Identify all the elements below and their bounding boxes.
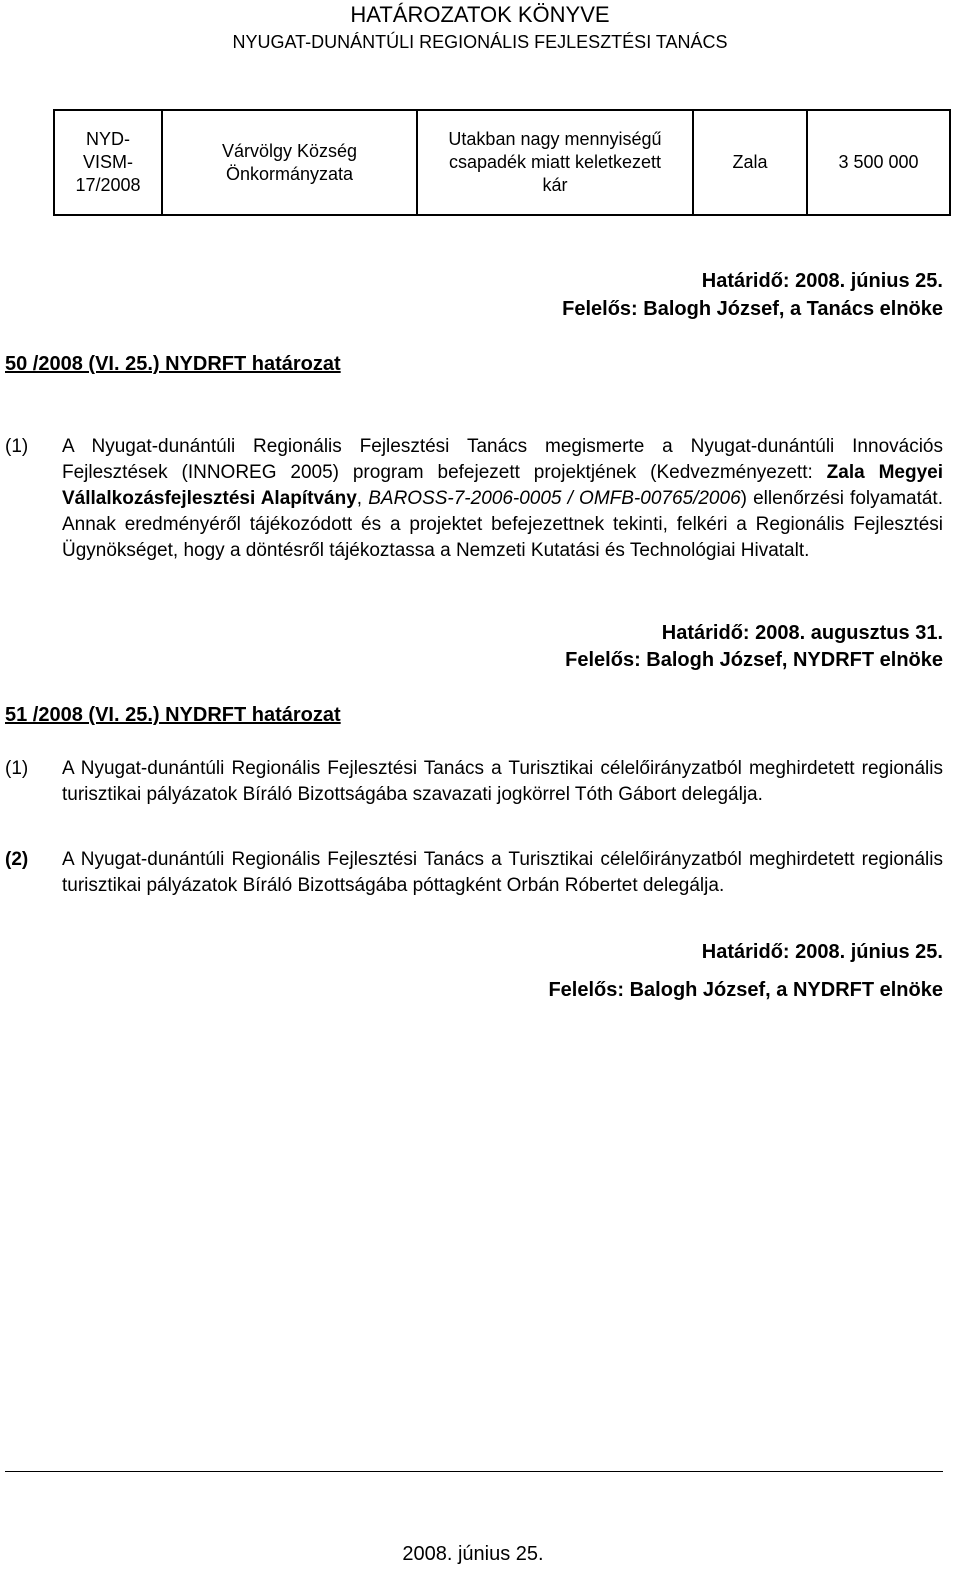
item-number: (2) xyxy=(5,849,29,870)
purpose-line: Utakban nagy mennyiségű xyxy=(448,129,662,149)
paragraph-text: ) ellenőrzési folyamatát. Annak eredményéről tájékozódott és a projektet befejezettnek tekinti, felkéri a Regionális Fejlesztési Ügynökséget, hogy a döntésről tájékoztassa a Nemzeti Kutatási és Technológiai Hivatalt. xyxy=(62,488,943,561)
resolution-heading: 50 /2008 (VI. 25.) NYDRFT határozat xyxy=(5,353,341,375)
purpose-line: kár xyxy=(542,175,568,195)
resolution-paragraph xyxy=(62,434,943,564)
grant-id-cell xyxy=(54,110,162,215)
purpose-cell xyxy=(417,110,693,215)
responsible-text: Felelős: Balogh József, a Tanács elnöke xyxy=(562,298,943,320)
applicant-cell xyxy=(162,110,417,215)
grant-table xyxy=(53,109,951,216)
council-name: NYUGAT-DUNÁNTÚLI REGIONÁLIS FEJLESZTÉSI TANÁCS xyxy=(232,32,728,52)
separator-text: , xyxy=(356,488,369,509)
responsible-text: Felelős: Balogh József, NYDRFT elnöke xyxy=(565,649,943,671)
county-cell: Zala xyxy=(693,110,807,215)
book-title: HATÁROZATOK KÖNYVE xyxy=(350,2,610,27)
footer-divider xyxy=(5,1471,943,1472)
deadline-text: Határidő: 2008. június 25. xyxy=(701,941,943,963)
grant-id-line: NYD- xyxy=(86,129,130,149)
grant-id-line: VISM- xyxy=(82,152,133,172)
resolution-heading: 51 /2008 (VI. 25.) NYDRFT határozat xyxy=(5,704,341,726)
resolution-paragraph: A Nyugat-dunántúli Regionális Fejlesztési Tanács a Turisztikai célelőirányzatból meghirdetett regionális turisztikai pályázatok Bíráló Bizottságába póttagként Orbán Róbertet delegálja. xyxy=(62,849,943,896)
beneficiary-name: Zala Megyei Vállalkozásfejlesztési Alapítvány xyxy=(62,462,943,509)
grant-id-line: 17/2008 xyxy=(75,175,141,195)
table-row xyxy=(54,110,950,215)
amount-cell: 3 500 000 xyxy=(807,110,950,215)
footer-date: 2008. június 25. xyxy=(402,1543,544,1565)
purpose-line: csapadék miatt keletkezett xyxy=(448,152,662,172)
item-number: (1) xyxy=(5,758,29,779)
item-number: (1) xyxy=(5,436,29,457)
paragraph-text: A Nyugat-dunántúli Regionális Fejlesztési Tanács megismerte a Nyugat-dunántúli Innovációs Fejlesztések (INNOREG 2005) program befejezett projektjének (Kedvezményezett: xyxy=(62,436,943,483)
resolution-paragraph: A Nyugat-dunántúli Regionális Fejlesztési Tanács a Turisztikai célelőirányzatból meghirdetett regionális turisztikai pályázatok Bíráló Bizottságába szavazati jogkörrel Tóth Gábort delegálja. xyxy=(62,758,943,805)
project-code: BAROSS-7-2006-0005 / OMFB-00765/2006 xyxy=(368,488,741,509)
deadline-text: Határidő: 2008. augusztus 31. xyxy=(661,622,943,644)
deadline-text: Határidő: 2008. június 25. xyxy=(701,270,943,292)
applicant-line: Önkormányzata xyxy=(225,163,354,184)
applicant-line: Várvölgy Község xyxy=(221,140,358,161)
responsible-text: Felelős: Balogh József, a NYDRFT elnöke xyxy=(548,979,943,1001)
